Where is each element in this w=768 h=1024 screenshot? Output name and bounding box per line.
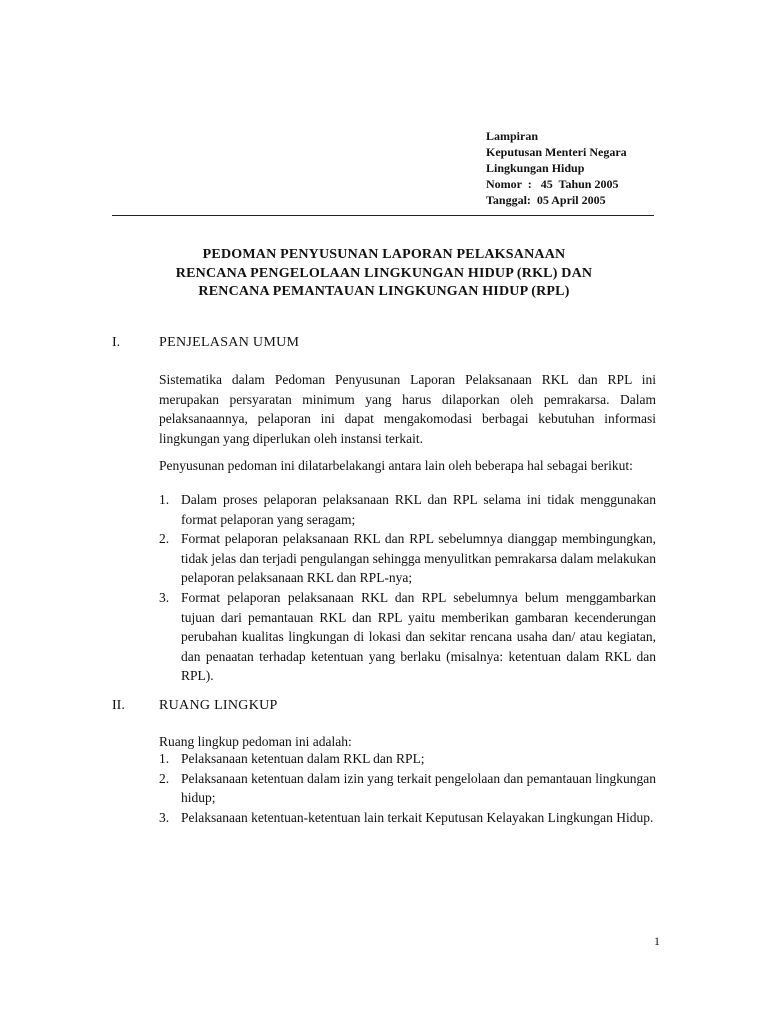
- list-item: [159, 490, 656, 529]
- list-marker: 3.: [159, 589, 170, 605]
- header-divider: [112, 215, 654, 216]
- list-item: [159, 808, 656, 828]
- header-line: Keputusan Menteri Negara: [486, 145, 627, 159]
- header-line: Lampiran: [486, 129, 539, 143]
- header-line: Tanggal: 05 April 2005: [486, 193, 606, 207]
- list-marker: 3.: [159, 809, 170, 825]
- paragraph: Penyusunan pedoman ini dilatarbelakangi antara lain oleh beberapa hal sebagai berikut:: [159, 458, 633, 473]
- numbered-list: [159, 490, 656, 686]
- header-line: Lingkungan Hidup: [486, 161, 585, 175]
- section-heading-2: [112, 697, 656, 715]
- title-line: RENCANA PEMANTAUAN LINGKUNGAN HIDUP (RPL): [198, 284, 570, 299]
- list-item: [159, 769, 656, 808]
- list-item: [159, 588, 656, 686]
- title-line: RENCANA PENGELOLAAN LINGKUNGAN HIDUP (RKL) DAN: [175, 265, 593, 281]
- list-marker: 1.: [159, 492, 170, 507]
- paragraph: Sistematika dalam Pedoman Penyusunan Laporan Pelaksanaan RKL dan RPL ini merupakan persyaratan minimum yang harus dilaporkan oleh pemrakarsa. Dalam pelaksanaannya, pelaporan ini dapat mengakomodasi berbagai kebutuhan informasi lingkungan yang diperlukan oleh instansi terkait.: [159, 372, 656, 446]
- list-item-text: Pelaksanaan ketentuan-ketentuan lain terkait Keputusan Kelayakan Lingkungan Hidup.: [181, 809, 654, 825]
- list-item-text: Dalam proses pelaporan pelaksanaan RKL dan RPL selama ini tidak menggunakan format pelaporan yang seragam;: [181, 492, 656, 527]
- list-marker: 1.: [159, 751, 170, 766]
- list-item: [159, 529, 656, 588]
- section-title: PENJELASAN UMUM: [159, 335, 300, 350]
- list-item: [159, 749, 656, 769]
- document-title: [112, 246, 656, 302]
- list-item-text: Pelaksanaan ketentuan dalam RKL dan RPL;: [181, 751, 425, 766]
- numbered-list: [159, 749, 656, 827]
- list-item-text: Format pelaporan pelaksanaan RKL dan RPL sebelumnya belum menggambarkan tujuan dari pemantauan RKL dan RPL yaitu memberikan gambaran kecenderungan perubahan kualitas lingkungan di lokasi dan sekitar rencana usaha dan/ atau kegiatan, dan penaatan terhadap ketentuan yang berlaku (misalnya: ketentuan dalam RKL dan RPL).: [181, 589, 656, 684]
- attachment-header: [486, 128, 726, 208]
- paragraph: Ruang lingkup pedoman ini adalah:: [159, 734, 352, 749]
- list-item-text: Pelaksanaan ketentuan dalam izin yang terkait pengelolaan dan pemantauan lingkungan hidup;: [181, 770, 656, 806]
- list-marker: 2.: [159, 770, 170, 786]
- list-marker: 2.: [159, 531, 170, 547]
- header-line: Nomor : 45 Tahun 2005: [486, 177, 619, 191]
- section-number: I.: [112, 335, 121, 350]
- title-line: PEDOMAN PENYUSUNAN LAPORAN PELAKSANAAN: [202, 247, 566, 262]
- section-heading-1: [112, 334, 656, 352]
- section-number: II.: [112, 698, 125, 713]
- section-title: RUANG LINGKUP: [159, 698, 278, 713]
- list-item-text: Format pelaporan pelaksanaan RKL dan RPL sebelumnya dianggap membingungkan, tidak jelas dan terjadi pengulangan sehingga menyulitkan pemrakarsa dalam melakukan pelaporan pelaksanaan RKL dan RPL-nya;: [181, 531, 656, 586]
- page-number: 1: [654, 934, 660, 948]
